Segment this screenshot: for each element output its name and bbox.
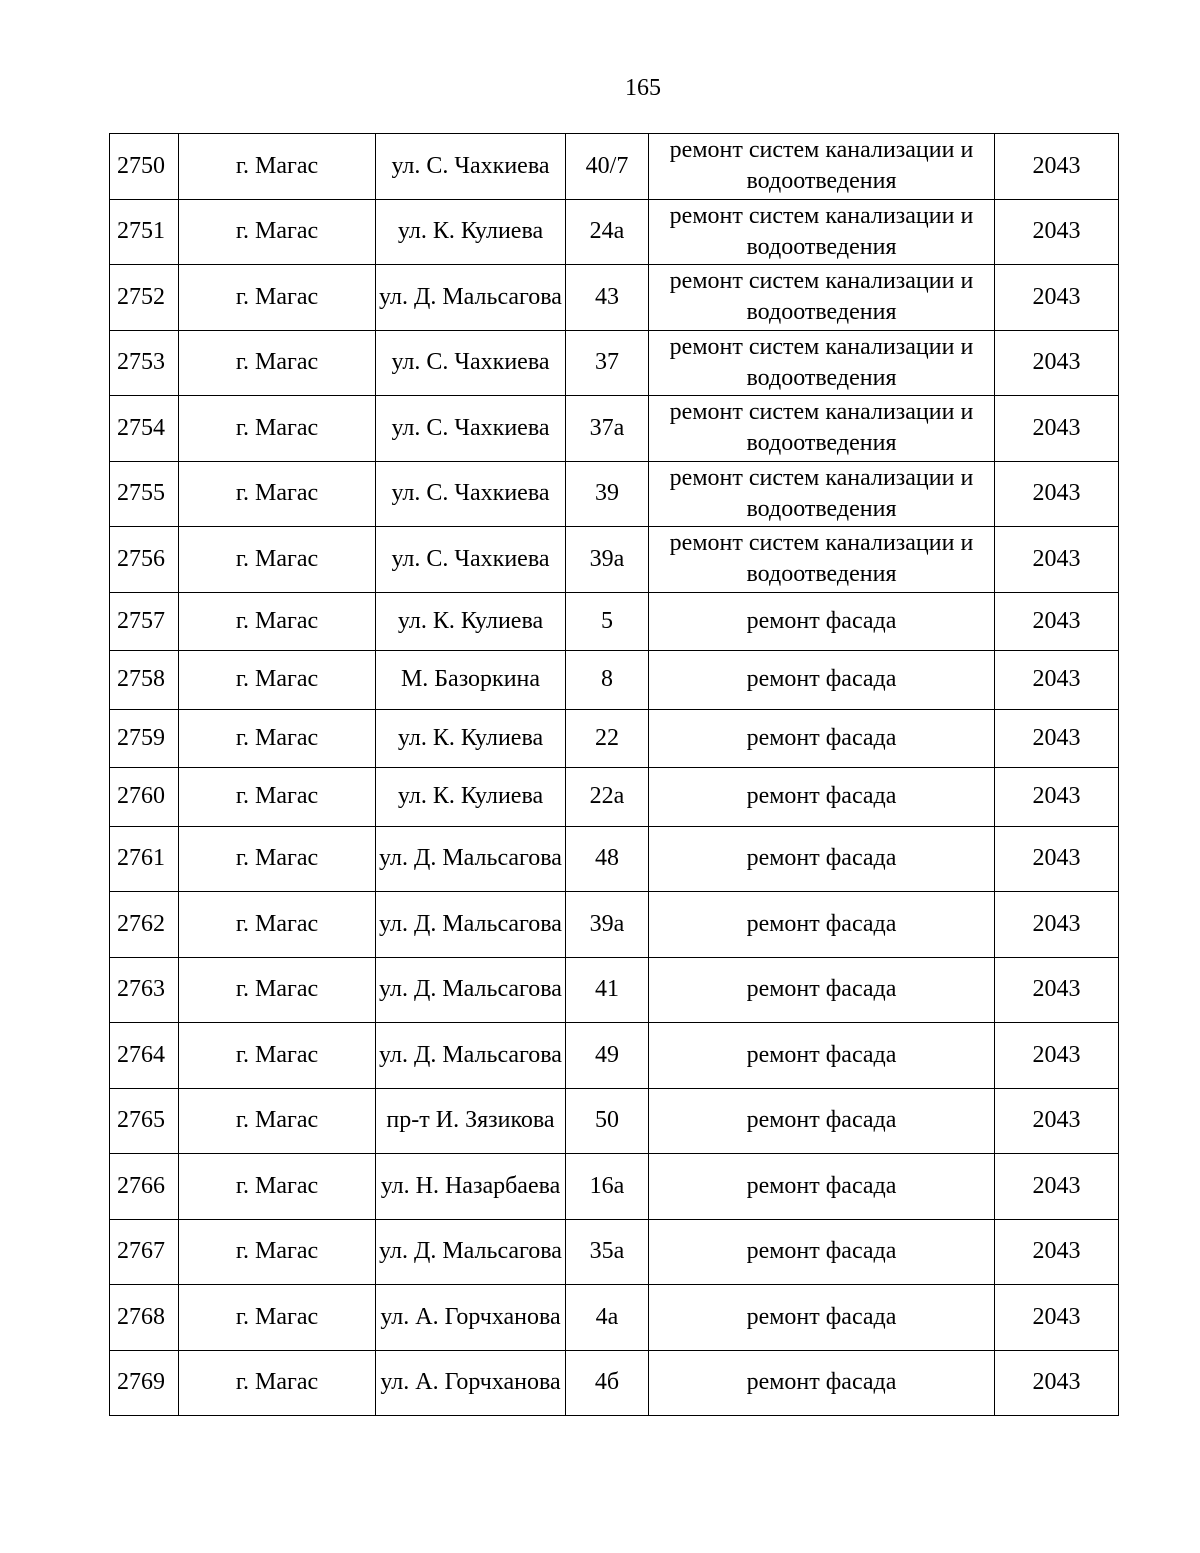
house-number-cell: 37а	[566, 396, 649, 462]
work-type-cell: ремонт систем канализации и водоотведения	[649, 527, 995, 593]
row-number-cell: 2754	[110, 396, 179, 462]
street-cell: ул. К. Кулиева	[376, 709, 566, 768]
year-cell: 2043	[995, 1023, 1119, 1089]
row-number-cell: 2750	[110, 134, 179, 200]
row-number-cell: 2763	[110, 957, 179, 1023]
row-number-cell: 2758	[110, 651, 179, 710]
year-cell: 2043	[995, 1285, 1119, 1351]
city-cell: г. Магас	[179, 957, 376, 1023]
house-number-cell: 4б	[566, 1350, 649, 1416]
street-cell: ул. Н. Назарбаева	[376, 1154, 566, 1220]
year-cell: 2043	[995, 330, 1119, 396]
city-cell: г. Магас	[179, 1285, 376, 1351]
page-number: 165	[625, 75, 661, 101]
city-cell: г. Магас	[179, 1219, 376, 1285]
row-number-cell: 2756	[110, 527, 179, 593]
street-cell: ул. К. Кулиева	[376, 592, 566, 651]
year-cell: 2043	[995, 768, 1119, 827]
work-type-cell: ремонт систем канализации и водоотведения	[649, 396, 995, 462]
table-row	[110, 957, 1119, 1023]
house-number-cell: 4а	[566, 1285, 649, 1351]
street-cell: ул. С. Чахкиева	[376, 330, 566, 396]
work-type-cell: ремонт фасада	[649, 709, 995, 768]
row-number-cell: 2755	[110, 461, 179, 527]
street-cell: ул. Д. Мальсагова	[376, 957, 566, 1023]
table-row	[110, 396, 1119, 462]
work-type-cell: ремонт фасада	[649, 768, 995, 827]
street-cell: ул. С. Чахкиева	[376, 396, 566, 462]
city-cell: г. Магас	[179, 1088, 376, 1154]
street-cell: ул. К. Кулиева	[376, 199, 566, 265]
city-cell: г. Магас	[179, 199, 376, 265]
street-cell: ул. С. Чахкиева	[376, 461, 566, 527]
work-type-cell: ремонт фасада	[649, 1154, 995, 1220]
year-cell: 2043	[995, 892, 1119, 958]
repair-schedule-table	[109, 133, 1119, 1416]
year-cell: 2043	[995, 957, 1119, 1023]
table-row	[110, 1154, 1119, 1220]
year-cell: 2043	[995, 461, 1119, 527]
table-row	[110, 709, 1119, 768]
table-row	[110, 1350, 1119, 1416]
street-cell: ул. С. Чахкиева	[376, 134, 566, 200]
work-type-cell: ремонт фасада	[649, 826, 995, 892]
house-number-cell: 48	[566, 826, 649, 892]
street-cell: ул. Д. Мальсагова	[376, 826, 566, 892]
house-number-cell: 39	[566, 461, 649, 527]
year-cell: 2043	[995, 265, 1119, 331]
table-row	[110, 592, 1119, 651]
table-row	[110, 1023, 1119, 1089]
house-number-cell: 39а	[566, 892, 649, 958]
house-number-cell: 5	[566, 592, 649, 651]
city-cell: г. Магас	[179, 1023, 376, 1089]
street-cell: пр-т И. Зязикова	[376, 1088, 566, 1154]
table-row	[110, 265, 1119, 331]
work-type-cell: ремонт систем канализации и водоотведения	[649, 199, 995, 265]
city-cell: г. Магас	[179, 1154, 376, 1220]
table-row	[110, 461, 1119, 527]
row-number-cell: 2769	[110, 1350, 179, 1416]
row-number-cell: 2768	[110, 1285, 179, 1351]
house-number-cell: 8	[566, 651, 649, 710]
work-type-cell: ремонт фасада	[649, 1088, 995, 1154]
city-cell: г. Магас	[179, 892, 376, 958]
house-number-cell: 50	[566, 1088, 649, 1154]
row-number-cell: 2764	[110, 1023, 179, 1089]
row-number-cell: 2760	[110, 768, 179, 827]
work-type-cell: ремонт фасада	[649, 1350, 995, 1416]
table-row	[110, 826, 1119, 892]
year-cell: 2043	[995, 1350, 1119, 1416]
work-type-cell: ремонт фасада	[649, 592, 995, 651]
street-cell: ул. С. Чахкиева	[376, 527, 566, 593]
table-row	[110, 199, 1119, 265]
row-number-cell: 2753	[110, 330, 179, 396]
table-row	[110, 1088, 1119, 1154]
house-number-cell: 22а	[566, 768, 649, 827]
row-number-cell: 2765	[110, 1088, 179, 1154]
street-cell: ул. К. Кулиева	[376, 768, 566, 827]
street-cell: ул. Д. Мальсагова	[376, 1219, 566, 1285]
street-cell: ул. А. Горчханова	[376, 1285, 566, 1351]
city-cell: г. Магас	[179, 330, 376, 396]
house-number-cell: 16а	[566, 1154, 649, 1220]
table-row	[110, 527, 1119, 593]
table-row	[110, 1285, 1119, 1351]
work-type-cell: ремонт систем канализации и водоотведения	[649, 134, 995, 200]
city-cell: г. Магас	[179, 527, 376, 593]
row-number-cell: 2762	[110, 892, 179, 958]
house-number-cell: 40/7	[566, 134, 649, 200]
row-number-cell: 2757	[110, 592, 179, 651]
year-cell: 2043	[995, 134, 1119, 200]
year-cell: 2043	[995, 199, 1119, 265]
street-cell: М. Базоркина	[376, 651, 566, 710]
house-number-cell: 43	[566, 265, 649, 331]
row-number-cell: 2766	[110, 1154, 179, 1220]
work-type-cell: ремонт систем канализации и водоотведения	[649, 265, 995, 331]
table-row	[110, 1219, 1119, 1285]
row-number-cell: 2752	[110, 265, 179, 331]
table-row	[110, 134, 1119, 200]
street-cell: ул. Д. Мальсагова	[376, 1023, 566, 1089]
street-cell: ул. Д. Мальсагова	[376, 892, 566, 958]
house-number-cell: 41	[566, 957, 649, 1023]
table-body	[110, 134, 1119, 1416]
year-cell: 2043	[995, 1088, 1119, 1154]
table-row	[110, 768, 1119, 827]
year-cell: 2043	[995, 527, 1119, 593]
work-type-cell: ремонт фасада	[649, 957, 995, 1023]
house-number-cell: 22	[566, 709, 649, 768]
house-number-cell: 49	[566, 1023, 649, 1089]
work-type-cell: ремонт фасада	[649, 651, 995, 710]
table-row	[110, 892, 1119, 958]
city-cell: г. Магас	[179, 709, 376, 768]
year-cell: 2043	[995, 709, 1119, 768]
house-number-cell: 24а	[566, 199, 649, 265]
city-cell: г. Магас	[179, 461, 376, 527]
street-cell: ул. Д. Мальсагова	[376, 265, 566, 331]
table-row	[110, 651, 1119, 710]
work-type-cell: ремонт систем канализации и водоотведения	[649, 330, 995, 396]
city-cell: г. Магас	[179, 592, 376, 651]
year-cell: 2043	[995, 1154, 1119, 1220]
city-cell: г. Магас	[179, 826, 376, 892]
work-type-cell: ремонт систем канализации и водоотведения	[649, 461, 995, 527]
table-row	[110, 330, 1119, 396]
street-cell: ул. А. Горчханова	[376, 1350, 566, 1416]
house-number-cell: 39а	[566, 527, 649, 593]
city-cell: г. Магас	[179, 1350, 376, 1416]
year-cell: 2043	[995, 826, 1119, 892]
city-cell: г. Магас	[179, 265, 376, 331]
work-type-cell: ремонт фасада	[649, 1285, 995, 1351]
work-type-cell: ремонт фасада	[649, 892, 995, 958]
city-cell: г. Магас	[179, 651, 376, 710]
row-number-cell: 2751	[110, 199, 179, 265]
row-number-cell: 2759	[110, 709, 179, 768]
year-cell: 2043	[995, 592, 1119, 651]
row-number-cell: 2761	[110, 826, 179, 892]
row-number-cell: 2767	[110, 1219, 179, 1285]
year-cell: 2043	[995, 651, 1119, 710]
city-cell: г. Магас	[179, 134, 376, 200]
year-cell: 2043	[995, 396, 1119, 462]
city-cell: г. Магас	[179, 768, 376, 827]
work-type-cell: ремонт фасада	[649, 1219, 995, 1285]
year-cell: 2043	[995, 1219, 1119, 1285]
work-type-cell: ремонт фасада	[649, 1023, 995, 1089]
city-cell: г. Магас	[179, 396, 376, 462]
house-number-cell: 37	[566, 330, 649, 396]
house-number-cell: 35а	[566, 1219, 649, 1285]
